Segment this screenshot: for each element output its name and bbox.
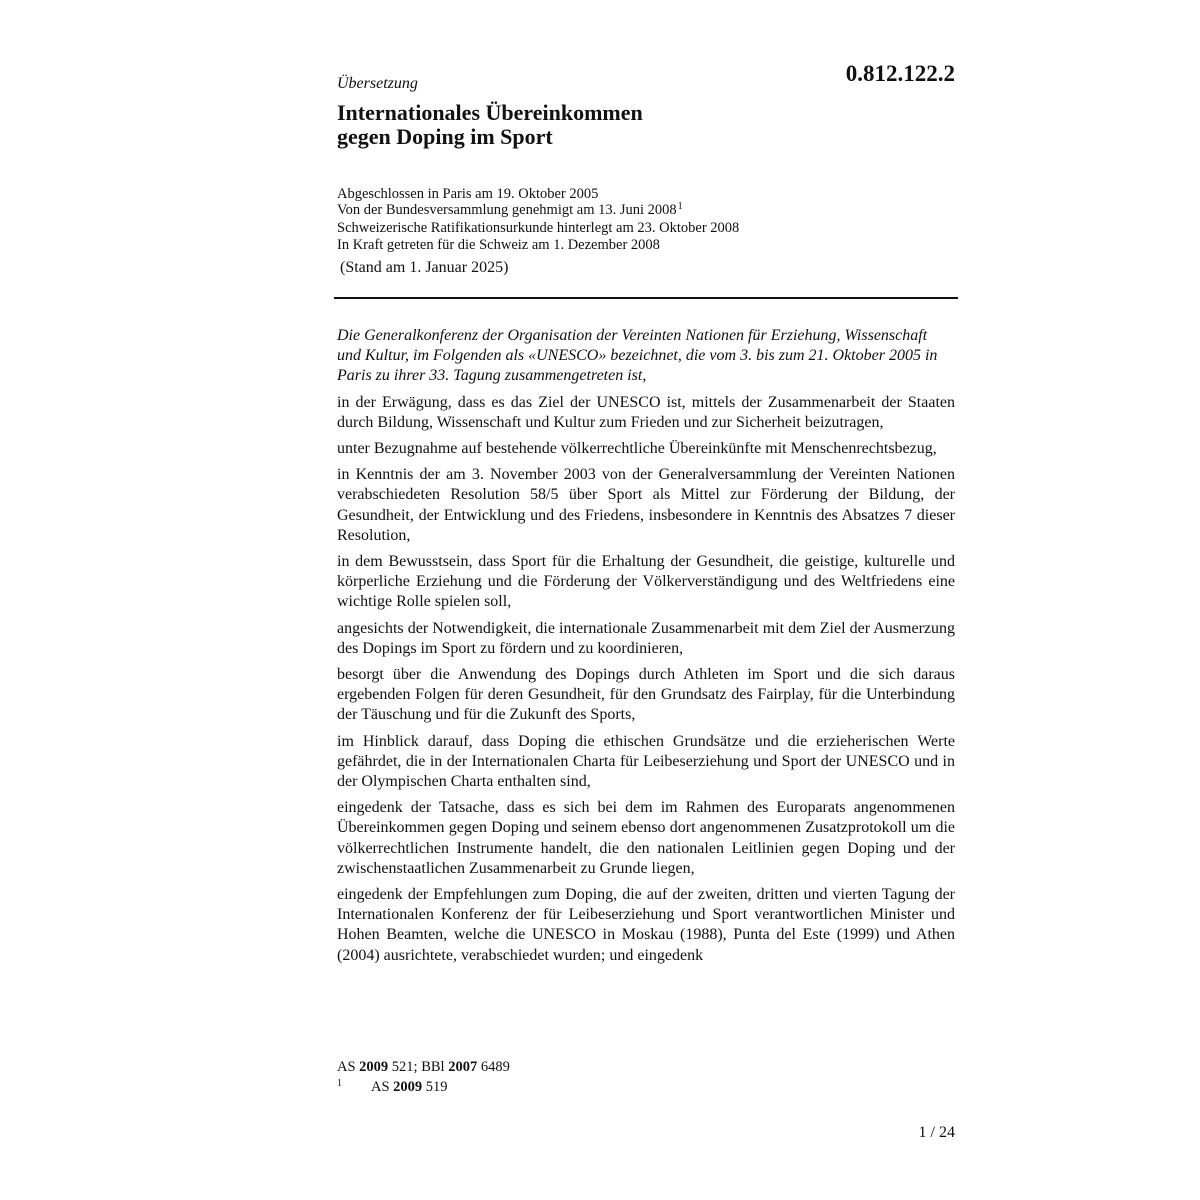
meta-approved-line [337, 202, 739, 220]
title-line-1: Internationales Übereinkommen [337, 100, 643, 125]
page-number: 1 / 24 [918, 1124, 955, 1141]
preamble-paragraph: angesichts der Notwendigkeit, die internationale Zusammenarbeit mit dem Ziel der Ausmerzung des Dopings im Sport zu fördern und zu koordinieren, [337, 619, 955, 657]
as-page: 521; BBl [391, 1059, 445, 1075]
status-date: (Stand am 1. Januar 2025) [340, 259, 509, 276]
footnote-1 [337, 1077, 510, 1099]
sr-number: 0.812.122.2 [845, 61, 955, 86]
as-year: 2009 [359, 1059, 389, 1075]
footnote-ref-1[interactable]: 1 [677, 201, 683, 213]
meta-in-force: In Kraft getreten für die Schweiz am 1. Dezember 2008 [337, 236, 660, 253]
meta-concluded: Abgeschlossen in Paris am 19. Oktober 2005 [337, 186, 599, 202]
preamble-paragraph: eingedenk der Tatsache, dass es sich bei dem im Rahmen des Europarats angenommenen Übereinkommen gegen Doping und seinem ebenso dort angenommenen Zusatzprotokoll um die völkerrechtlichen Instrumente handelt, die den nationalen Leitlinien gegen Doping und der zwischenstaatlichen Zusammenarbeit zu Grunde liegen, [337, 799, 955, 877]
footnotes [337, 1057, 510, 1099]
preamble-paragraph: unter Bezugnahme auf bestehende völkerrechtliche Übereinkünfte mit Menschenrechtsbezug, [337, 440, 937, 458]
preamble-intro: Die Generalkonferenz der Organisation der Vereinten Nationen für Erziehung, Wissenschaft und Kultur, im Folgenden als «UNESCO» bezeichnet, die vom 3. bis zum 21. Oktober 2005 in Paris zu ihrer 33. Tagung zusammengetreten ist, [337, 327, 938, 385]
footnote-1-mark: 1 [337, 1078, 342, 1089]
fn1-prefix: AS [371, 1079, 390, 1095]
preamble-paragraph: in der Erwägung, dass es das Ziel der UNESCO ist, mittels der Zusammenarbeit der Staaten durch Bildung, Wissenschaft und Kultur zum Frieden und zur Sicherheit beizutragen, [337, 393, 955, 431]
preamble-paragraph: in Kenntnis der am 3. November 2003 von der Generalversammlung der Vereinten Nationen verabschiedeten Resolution 58/5 über Sport als Mittel zur Förderung der Bildung, der Gesundheit, der Entwicklung und des Friedens, insbesondere in Kenntnis des Absatzes 7 dieser Resolution, [337, 466, 955, 544]
meta-ratification: Schweizerische Ratifikationsurkunde hinterlegt am 23. Oktober 2008 [337, 220, 740, 237]
bbl-page: 6489 [480, 1059, 510, 1075]
bbl-year: 2007 [448, 1059, 478, 1075]
fn1-page: 519 [425, 1079, 448, 1095]
preamble-paragraph: eingedenk der Empfehlungen zum Doping, die auf der zweiten, dritten und vierten Tagung der Internationalen Konferenz der für Leibeserziehung und Sport verantwortlichen Minister und Hohen Beamten, welche die UNESCO in Moskau (1988), Punta del Este (1999) und Athen (2004) ausrichtete, verabschiedet wurden; und eingedenk [337, 886, 955, 964]
translation-label: Übersetzung [337, 75, 418, 92]
meta-approved: Von der Bundesversammlung genehmigt am 13. Juni 2008 [337, 202, 677, 219]
header-divider [334, 297, 958, 299]
preamble-paragraph: besorgt über die Anwendung des Dopings durch Athleten im Sport und die sich daraus ergebenden Folgen für deren Gesundheit, für den Grundsatz des Fairplay, für die Unterbindung der Täuschung und für die Zukunft des Sports, [337, 666, 955, 724]
title-line-2: gegen Doping im Sport [337, 124, 553, 149]
preamble-body [337, 326, 955, 972]
fn1-year: 2009 [393, 1079, 423, 1095]
document-metadata [337, 186, 739, 253]
preamble-paragraph: im Hinblick darauf, dass Doping die ethischen Grundsätze und die erzieherischen Werte gefährdet, die in der Internationalen Charta für Leibeserziehung und Sport der UNESCO und in der Olympischen Charta enthalten sind, [337, 732, 955, 791]
preamble-paragraph: in dem Bewusstsein, dass Sport für die Erhaltung der Gesundheit, die geistige, kulturelle und körperliche Erziehung und die Förderung der Völkerverständigung und des Weltfriedens eine wichtige Rolle spielen soll, [337, 553, 955, 611]
as-prefix: AS [337, 1059, 356, 1075]
document-title [337, 101, 643, 149]
